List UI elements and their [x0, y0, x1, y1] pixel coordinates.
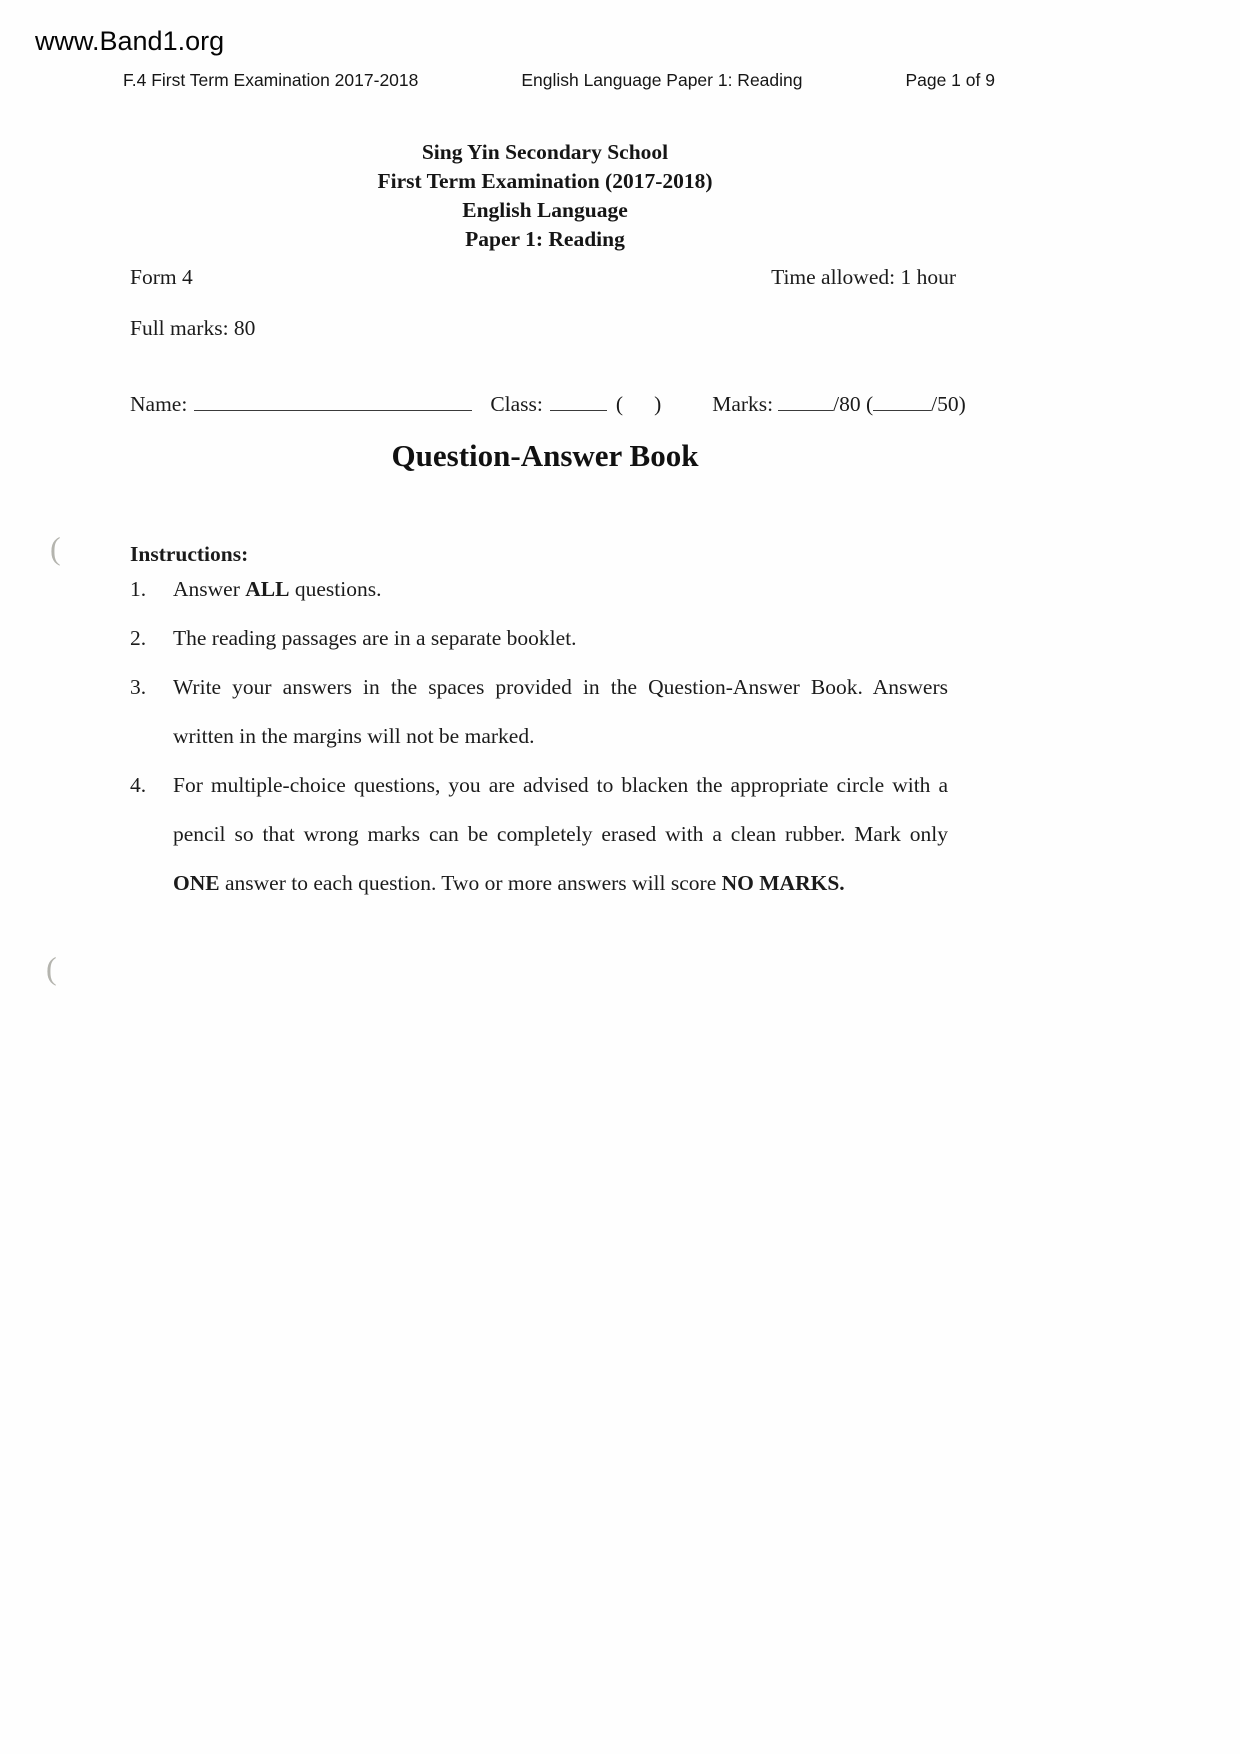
form-time-row — [130, 265, 956, 290]
paper-name: Paper 1: Reading — [465, 227, 625, 251]
class-blank-line — [550, 406, 607, 411]
instruction-text: Write your answers in the spaces provided in the Question-Answer Book. Answers written in the margins will not be marked. — [173, 675, 948, 748]
header-exam-title: F.4 First Term Examination 2017-2018 — [123, 70, 419, 90]
instruction-item — [130, 614, 948, 663]
question-answer-book-title: Question-Answer Book — [391, 438, 699, 473]
instruction-number: 3. — [130, 675, 147, 699]
name-label: Name: — [130, 392, 188, 416]
header-page-number: Page 1 of 9 — [905, 70, 995, 90]
instruction-text: For multiple-choice questions, you are advised to blacken the appropriate circle with a pencil so that wrong marks can be completely erased with a clean rubber. Mark only ONE answer to each question. Two or more answers will score NO MARKS. — [173, 773, 948, 895]
instruction-number: 4. — [130, 773, 147, 797]
instructions-section — [130, 540, 948, 908]
marks-out-of-80: /80 ( — [833, 392, 874, 416]
marks-out-of-50: /50) — [931, 392, 966, 416]
instructions-heading: Instructions: — [130, 542, 249, 566]
marks-blank-line — [778, 406, 833, 411]
site-watermark: www.Band1.org — [35, 26, 225, 56]
exam-name: First Term Examination (2017-2018) — [377, 169, 713, 193]
instruction-item — [130, 761, 948, 908]
class-paren-close: ) — [654, 392, 662, 416]
subject-name: English Language — [462, 198, 628, 222]
header-paper-title: English Language Paper 1: Reading — [521, 70, 803, 90]
exam-title-block — [130, 138, 960, 254]
instruction-text: The reading passages are in a separate booklet. — [173, 626, 577, 650]
instruction-item — [130, 565, 948, 614]
instruction-text: Answer ALL questions. — [173, 577, 382, 601]
instruction-number: 1. — [130, 577, 147, 601]
marks-blank-line-2 — [873, 406, 931, 411]
instruction-number: 2. — [130, 626, 147, 650]
name-class-marks-row — [130, 392, 990, 417]
name-blank-line — [194, 406, 472, 411]
instruction-item — [130, 663, 948, 761]
school-name: Sing Yin Secondary School — [421, 140, 669, 164]
full-marks-label: Full marks: 80 — [130, 316, 256, 340]
time-allowed-label: Time allowed: 1 hour — [771, 265, 956, 289]
class-paren-open: ( — [615, 392, 624, 416]
running-header — [123, 70, 995, 91]
marks-label: Marks: — [712, 392, 774, 416]
class-label: Class: — [490, 392, 543, 416]
scan-artifact-paren: ( — [50, 530, 61, 566]
scan-artifact-paren: ( — [46, 950, 57, 986]
form-label: Form 4 — [130, 265, 193, 289]
instructions-list — [130, 565, 948, 908]
